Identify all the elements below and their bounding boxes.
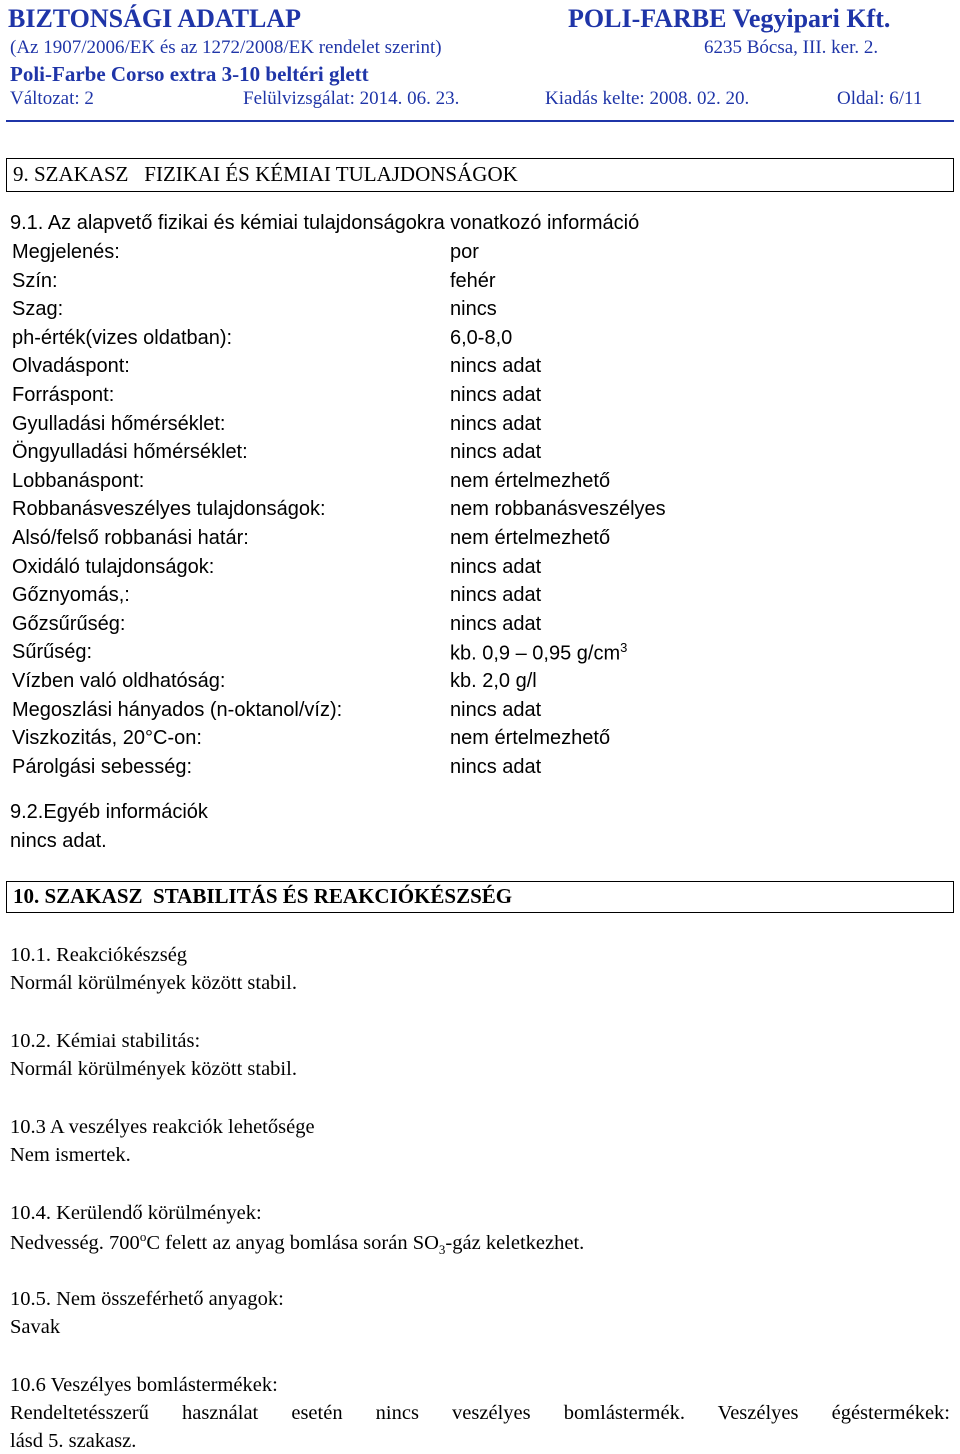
version: Változat: 2 <box>10 88 94 109</box>
property-label: Alsó/felső robbanási határ: <box>12 527 249 549</box>
property-row <box>12 412 952 440</box>
property-label: Robbanásveszélyes tulajdonságok: <box>12 498 326 521</box>
property-row <box>12 240 952 268</box>
property-label: Megoszlási hányados (n-oktanol/víz): <box>12 698 343 721</box>
property-label: Megjelenés: <box>12 241 120 263</box>
company-address: 6235 Bócsa, III. ker. 2. <box>704 37 879 58</box>
subsection-9-2-text: nincs adat. <box>10 830 107 852</box>
property-label: Szín: <box>12 269 58 292</box>
property-value <box>450 469 610 493</box>
text-part: C felett az anyag bomlása során SO <box>146 1231 439 1254</box>
property-value-text: kb. 2,0 g/l <box>450 670 537 692</box>
subsection-9-2-title: 9.2.Egyéb információk <box>10 801 208 823</box>
property-row <box>12 326 952 354</box>
property-value <box>450 555 541 579</box>
property-label: Öngyulladási hőmérséklet: <box>12 441 248 464</box>
section-9-heading <box>6 158 954 192</box>
property-label: Gyulladási hőmérséklet: <box>12 412 226 435</box>
property-value <box>450 412 541 436</box>
regulation-note: (Az 1907/2006/EK és az 1272/2008/EK rendelet szerint) <box>10 37 442 58</box>
property-value-text: 6,0-8,0 <box>450 326 513 349</box>
property-value <box>450 354 541 378</box>
property-value <box>450 326 512 350</box>
property-label: Lobbanáspont: <box>12 469 145 492</box>
property-value-text: nincs adat <box>450 612 542 635</box>
text-part: Nedvesség. 700 <box>10 1231 140 1254</box>
property-value-text: nincs <box>450 298 497 321</box>
property-value-text: nincs adat <box>450 412 542 435</box>
subsection-10-4-title: 10.4. Kerülendő körülmények: <box>10 1202 262 1224</box>
property-value <box>450 497 666 521</box>
property-value <box>450 583 541 607</box>
property-value-text: fehér <box>450 269 496 292</box>
degree-superscript: o <box>139 1229 147 1244</box>
property-row <box>12 354 952 382</box>
property-value <box>450 698 541 722</box>
property-value-text: nincs adat <box>450 755 542 778</box>
issue-date: Kiadás kelte: 2008. 02. 20. <box>545 88 750 109</box>
property-row <box>12 383 952 411</box>
property-label: Szag: <box>12 298 64 321</box>
property-label: Gőzsűrűség: <box>12 612 126 635</box>
product-name: Poli-Farbe Corso extra 3-10 beltéri glett <box>10 62 369 86</box>
property-row <box>12 497 952 525</box>
property-value-text: nincs adat <box>450 441 542 464</box>
property-value <box>450 640 627 666</box>
property-label: Oxidáló tulajdonságok: <box>12 555 215 578</box>
subsection-10-1-title: 10.1. Reakciókészség <box>10 944 188 966</box>
property-value <box>450 726 610 750</box>
property-value <box>450 297 497 321</box>
property-value-text: nincs adat <box>450 355 542 378</box>
property-value-text: kb. 0,9 – 0,95 g/cm <box>450 643 621 666</box>
property-label: Forráspont: <box>12 384 115 406</box>
property-value-text: nincs adat <box>450 555 542 578</box>
subsection-10-3-title: 10.3 A veszélyes reakciók lehetősége <box>10 1116 315 1138</box>
property-row <box>12 726 952 754</box>
property-value-text: nincs adat <box>450 384 542 406</box>
property-row <box>12 469 952 497</box>
property-row <box>12 526 952 554</box>
property-label: Párolgási sebesség: <box>12 755 193 778</box>
property-label: Gőznyomás,: <box>12 584 130 607</box>
property-value-text: nem értelmezhető <box>450 469 611 492</box>
doc-title: BIZTONSÁGI ADATLAP <box>8 4 302 33</box>
property-value-text: nincs adat <box>450 698 542 721</box>
property-row <box>12 583 952 611</box>
text-part: -gáz keletkezhet. <box>445 1231 585 1254</box>
property-row <box>12 297 952 325</box>
section-10-title: STABILITÁS ÉS REAKCIÓKÉSZSÉG <box>153 884 513 908</box>
property-label: Sűrűség: <box>12 641 93 664</box>
subsection-10-6-text-line2: lásd 5. szakasz. <box>10 1430 137 1452</box>
section-10-number: 10. SZAKASZ <box>13 884 143 908</box>
header-divider <box>6 120 954 122</box>
property-value <box>450 240 479 264</box>
property-value-text: nem értelmezhető <box>450 727 611 750</box>
section-10-heading <box>6 881 954 913</box>
subsection-10-3-text: Nem ismertek. <box>10 1144 131 1166</box>
property-value-text: nem robbanásveszélyes <box>450 498 666 521</box>
subsection-10-2-text: Normál körülmények között stabil. <box>10 1058 297 1080</box>
property-row <box>12 698 952 726</box>
property-value <box>450 383 541 407</box>
property-row <box>12 640 952 668</box>
subsection-10-1-text: Normál körülmények között stabil. <box>10 972 297 994</box>
property-label: Olvadáspont: <box>12 355 130 378</box>
property-row <box>12 555 952 583</box>
page-number: Oldal: 6/11 <box>837 88 923 109</box>
property-label: Vízben való oldhatóság: <box>12 670 226 692</box>
subsection-10-6-text-line1: Rendeltetésszerű használat esetén nincs veszélyes bomlástermék. Veszélyes égéstermékek: <box>10 1402 950 1424</box>
subsection-10-2-title: 10.2. Kémiai stabilitás: <box>10 1030 201 1052</box>
subsection-10-6-title: 10.6 Veszélyes bomlástermékek: <box>10 1374 278 1396</box>
property-row <box>12 269 952 297</box>
property-row <box>12 755 952 783</box>
property-value <box>450 526 610 550</box>
property-value <box>450 440 541 464</box>
section-9-title: FIZIKAI ÉS KÉMIAI TULAJDONSÁGOK <box>144 162 518 186</box>
company-name: POLI-FARBE Vegyipari Kft. <box>568 4 891 33</box>
property-value <box>450 612 541 636</box>
property-value-text: nincs adat <box>450 584 542 607</box>
property-value <box>450 669 537 693</box>
section-9-number: 9. SZAKASZ <box>13 162 129 186</box>
subsection-10-4-text <box>10 1229 584 1258</box>
subscript: 3 <box>438 1241 446 1257</box>
subsection-10-5-title: 10.5. Nem összeférhető anyagok: <box>10 1288 284 1310</box>
property-row <box>12 440 952 468</box>
property-value-text: por <box>450 241 479 263</box>
property-value <box>450 755 541 779</box>
property-value <box>450 269 496 293</box>
property-value-text: nem értelmezhető <box>450 527 611 549</box>
property-row <box>12 612 952 640</box>
property-row <box>12 669 952 697</box>
subsection-9-1-title: 9.1. Az alapvető fizikai és kémiai tulajdonságokra vonatkozó információ <box>10 212 640 234</box>
property-label: Viszkozitás, 20°C-on: <box>12 727 202 750</box>
subsection-10-5-text: Savak <box>10 1316 61 1338</box>
property-label: ph-érték(vizes oldatban): <box>12 326 233 349</box>
unit-superscript: 3 <box>620 640 628 656</box>
revision-date: Felülvizsgálat: 2014. 06. 23. <box>243 88 460 109</box>
